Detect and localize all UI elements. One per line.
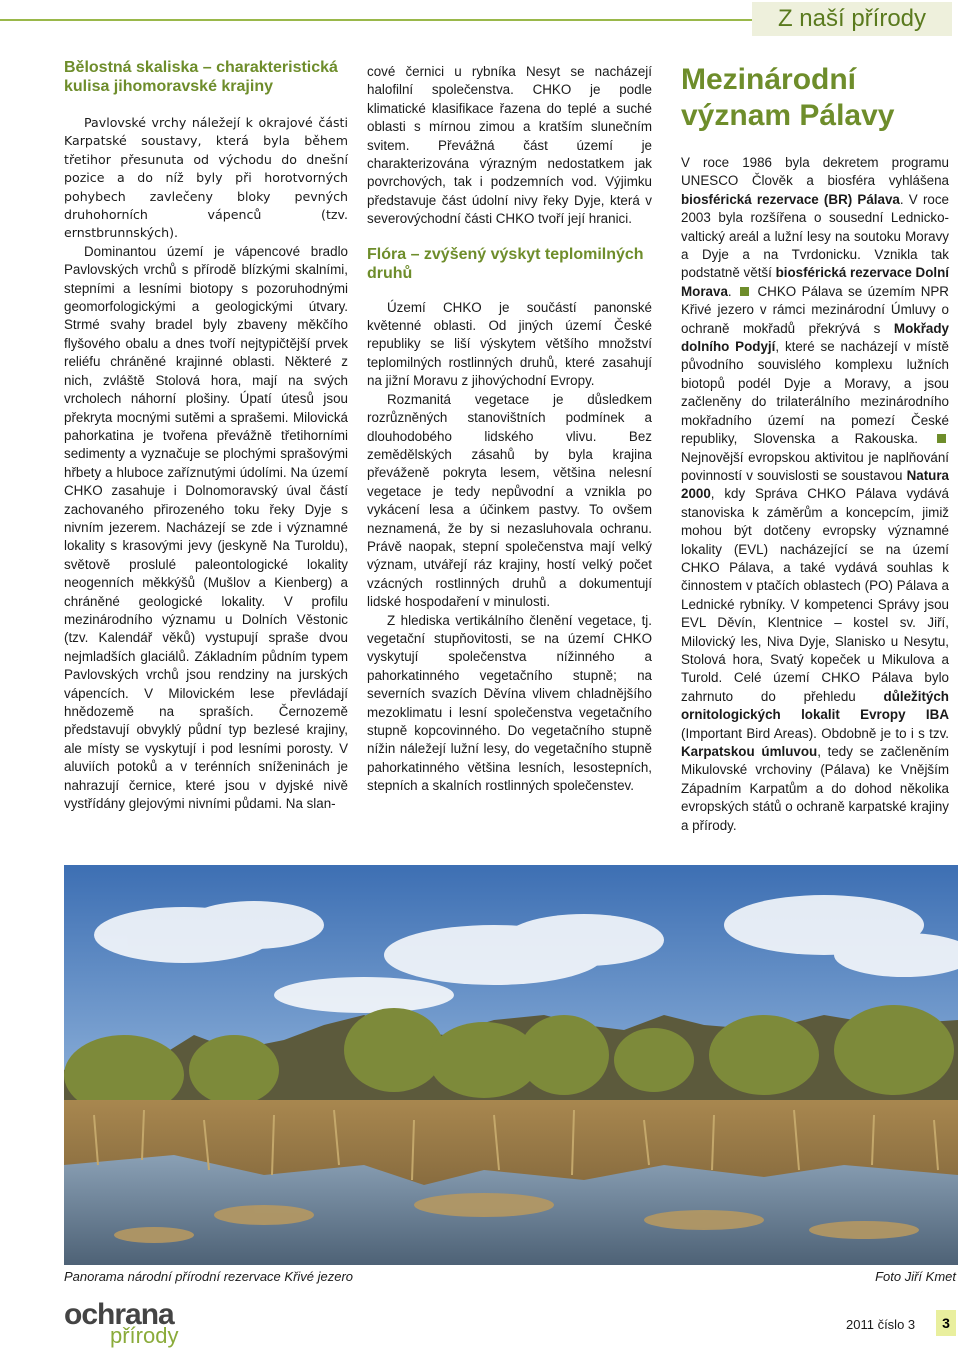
- flora-heading: Flóra – zvýšený výskyt teplomilných druhů: [367, 245, 644, 282]
- column-2: [367, 63, 652, 796]
- flora-paragraph-1: Území CHKO je součástí panonské květenné oblasti. Od jiných území České republiky se liší výskytem většího množství teplomilných rostlinných druhů, které zasahují na jižní Moravu z jihovýchodní Evropy.: [367, 299, 652, 389]
- column-3: [681, 62, 949, 835]
- text-run: . V roce 2003 byla rozšířena o sousední Lednicko-valtický areál a lužní lesy na soutoku Moravy a Dyje a na Tvrdonicku. Vznikla tak podstatně větší: [681, 191, 949, 281]
- bold-run: biosférická rezervace Dolní Morava: [681, 265, 949, 299]
- intro-paragraph: Pavlovské vrchy náležejí k okrajové části Karpatské soustavy, která byla během třetihor přesunuta od východu do dnešní pozice a do níž byly při horotvorných pohybech zavlečeny bloky pevných druhohorních vápenců (tzv. ernstbrunnských).: [64, 115, 348, 241]
- text-run: CHKO Pálava se územím NPR Křivé jezero v rámci mezinárodní Úmluvy o ochraně mokřadů překrývá s: [681, 283, 949, 336]
- text-run: , které se nacházejí v místě původního souvislého komplexu lužních biotopů podél Dyje a Moravy, a jsou začleněny do trilaterálního mezinárodního mokřadního území na pomezí České republiky, Slovenska a Rakouska.: [681, 339, 949, 447]
- photo-caption: Panorama národní přírodní rezervace Křivé jezero: [64, 1269, 354, 1284]
- header-rule: [0, 19, 752, 21]
- header-bar: [0, 0, 960, 40]
- text-run: V roce 1986 byla dekretem programu UNESCO Člověk a biosféra vyhlášena: [681, 155, 949, 189]
- text-run: , tedy se začleněním Mikulovské vrchoviny (Pálava) ke Vnějším Západním Karpatům a do dohod několika evropských států o ochraně karpatské krajiny a přírody.: [681, 744, 949, 833]
- column-1: [64, 58, 348, 813]
- magazine-logo: [64, 1300, 204, 1348]
- bold-run: důležitých ornitologických lokalit Evropy IBA: [681, 688, 949, 723]
- bold-run: biosférická rezervace (BR) Pálava: [681, 191, 900, 207]
- flora-paragraph-3: Z hlediska vertikálního členění vegetace, tj. vegetační stupňovitosti, se na území CHKO vyskytují společenstva nížinného a pahorkatinného vegetačního stupně; na severních svazích Děvína vlivem chladnějšího mezoklimatu i lesní společenstva vegetačního stupně kopcovinného. Do vegetačního stupně nížin náležejí lužní lesy, do vegetačního stupně pahorkatinného většina lesních, lesostepních, stepních a skalních rostlinných společenstev.: [367, 612, 652, 794]
- wetland-illustration: [64, 865, 958, 1265]
- international-heading: Mezinárodní význam Pálavy: [681, 63, 895, 132]
- square-bullet-icon: [937, 434, 946, 443]
- square-bullet-icon: [740, 287, 749, 296]
- bold-run: Mokřady dolního Podyjí: [681, 320, 949, 355]
- text-run: , kdy Správa CHKO Pálava vydává stanoviska k záměrům a koncepcím, jimiž mohou být dotčeny evropsky významné lokality (EVL) nacházející se na území CHKO Pálava, a také vydává souhlas k činnostem v ptačích oblastech (PO) Pálava a Lednické rybníky. V kompetenci Správy jsou EVL Děvín, Klentnice – kostel sv. Jiří, Milovický les, Niva Dyje, Slanisko u Nesytu, Stolová hora, Svatý kopeček u Mikulova a Turold. Celé území CHKO Pálava bylo zahrnuto do přehledu: [681, 486, 949, 704]
- logo-word-bottom: přírody: [110, 1323, 179, 1348]
- photo-credit: Foto Jiří Kmet: [875, 1269, 956, 1284]
- section-title: Z naší přírody: [752, 2, 952, 36]
- international-paragraph: [681, 154, 949, 835]
- column-1-heading: Bělostná skaliska – charakteristická kulisa jihomoravské krajiny: [64, 59, 338, 95]
- flora-paragraph-2: Rozmanitá vegetace je důsledkem rozrůzněných stanovištních podmínek a dlouhodobého lidského vlivu. Bez zemědělských zásahů by byla krajina převáženě pokryta lesem, většina nelesní vegetace je tedy nepůvodní a vznikla po vykácení lesa a účinkem pastvy. To ovšem neznamená, že by si nezasluhovala ochranu. Právě naopak, stepní společenstva mají velký význam, utvářejí ráz krajiny, hostí velký počet vzácných rostlinných druhů a dokumentují lidské hospodaření v minulosti.: [367, 391, 652, 610]
- bold-run: Natura 2000: [681, 467, 949, 502]
- body-paragraph: Dominantou území je vápencové bradlo Pavlovských vrchů s přírodě blízkými skalními, stepními a lesními biotopy s pozoruhodnými geomorfologickými a geologickými útvary. Strmé svahy bradel byly zbaveny měkčího flyšového obalu a dnes tvoří nejtypičtější prvek reliéfu chráněné krajinné oblasti. Některé z nich, zvláště Stolová hora, mají na svých vrcholech náhorní plošiny. Úpatí útesů jsou překryta mocnými sutěmi a sprašemi. Milovická pahorkatina je tvořena převážně třetihorními sedimenty a vyznačuje se plochými sprašovými hřbety a hluboce zaříznutými údolími. Na území CHKO zasahuje i Dolnomoravský úval částí zachovaného přirozeného toku řeky Dyje s nivním jezerem. Nacházejí se zde i významné lokality s krasovými jevy (jeskyně Na Turoldu), světově proslulé paleontologické lokality neogenních měkkýšů (Mušlov a Kienberg) a chráněné geologické lokality. V profilu mezinárodního významu u Dolních Věstonic (tzv. Kalendář věků) vystupují spraše dvou nejmladších glaciálů. Základním půdním typem Pavlovských vrchů jsou rendziny na jurských vápencích. V Milovickém lese převládají hnědozemě na spraších. Černozemě představují obvyklý půdní typ bezlesé krajiny, ale místy se vyskytují i pod lesními porosty. V aluviích potoků a v terénních sníženinách je nahrazují černice, které jsou v dyjské nivě vystřídány glejovými nivními půdami. Na slan-: [64, 243, 348, 812]
- continued-paragraph: cové černici u rybníka Nesyt se nacházejí halofilní společenstva. CHKO je podle klimatické klasifikace řazena do teplé a suché oblasti s mírnou zimou a kratším slunečním svitem. Převážná část území je charakterizována výrazným nedostatkem jak povrchových, tak i podzemních vod. Výjimku představuje část údolní nivy řeky Dyje, která v severovýchodní části CHKO tvoří její hranici.: [367, 64, 652, 227]
- landscape-photo: [64, 865, 958, 1265]
- page-number: 3: [936, 1310, 956, 1336]
- logo-word-top: ochrana: [64, 1298, 174, 1331]
- text-run: .: [727, 283, 738, 299]
- text-run: (Important Bird Areas). Obdobně je to i s tzv.: [681, 725, 949, 741]
- text-run: Nejnovější evropskou aktivitou je naplňování povinností v souvislosti se soustavou: [681, 449, 949, 483]
- bold-run: Karpatskou úmluvou: [681, 744, 818, 759]
- issue-label: 2011 číslo 3: [846, 1317, 916, 1332]
